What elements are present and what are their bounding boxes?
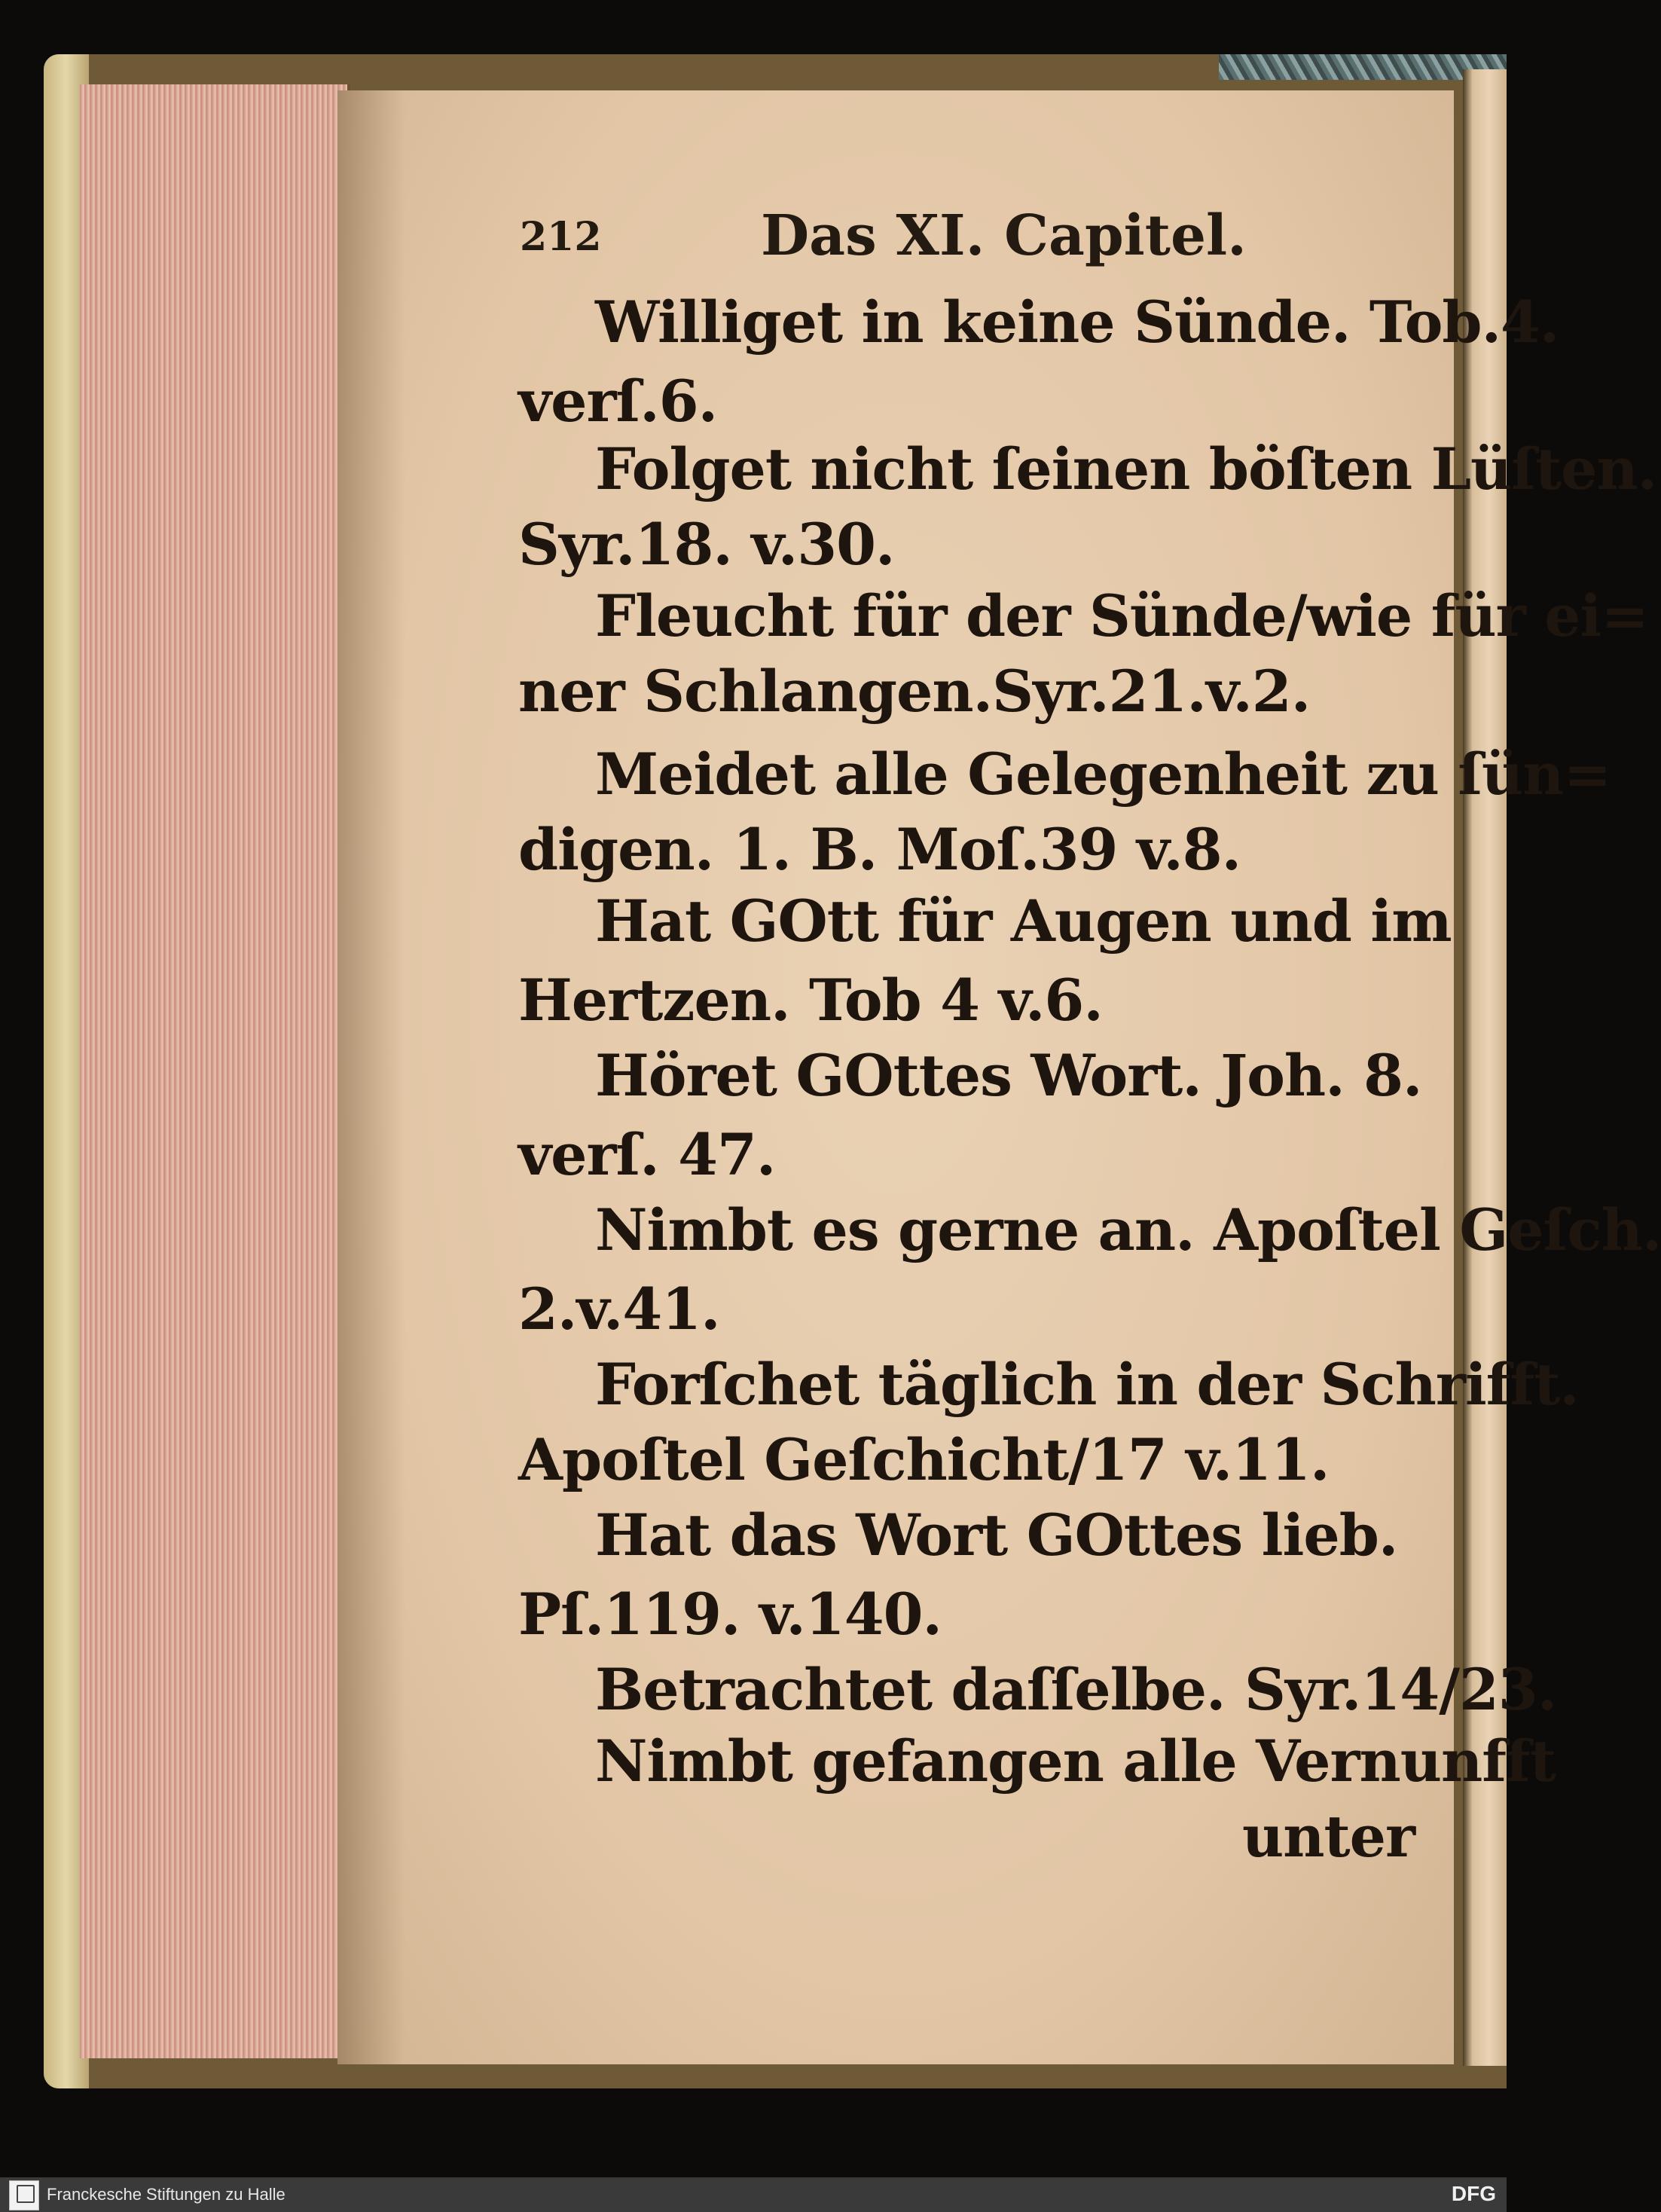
gutter-shadow: [337, 90, 405, 2064]
institution-name: Franckesche Stiftungen zu Halle: [47, 2185, 285, 2204]
text-line: Forſchet täglich in der Schrifft.: [595, 1351, 1579, 1418]
page-number: 212: [520, 214, 602, 260]
catchword: unter: [1241, 1803, 1415, 1870]
text-line: Apoſtel Geſchicht/17 v.11.: [518, 1426, 1330, 1493]
text-line: Hat GOtt für Augen und im: [595, 888, 1452, 955]
text-line: Pſ.119. v.140.: [518, 1581, 942, 1648]
running-title: Das XI. Capitel.: [761, 203, 1247, 268]
text-line: Folget nicht ſeinen böſten Lüſten.: [595, 435, 1657, 503]
text-line: ner Schlangen.Syr.21.v.2.: [518, 658, 1311, 725]
text-line: Syr.18. v.30.: [518, 511, 895, 578]
text-line: Nimbt gefangen alle Vernunfft: [595, 1728, 1556, 1795]
page-edges: [80, 84, 350, 2058]
text-line: Höret GOttes Wort. Joh. 8.: [595, 1042, 1422, 1109]
institution-logo-icon: [9, 2180, 39, 2210]
text-line: digen. 1. B. Moſ.39 v.8.: [518, 816, 1241, 883]
text-line: Hertzen. Tob 4 v.6.: [518, 967, 1103, 1034]
text-line: verſ. 47.: [518, 1121, 776, 1188]
text-line: Betrachtet daſſelbe. Syr.14/23.: [595, 1656, 1557, 1723]
text-line: Hat das Wort GOttes lieb.: [595, 1502, 1398, 1569]
viewer-footer: [0, 2177, 1507, 2212]
text-line: Nimbt es gerne an. Apoſtel Geſch.: [595, 1196, 1661, 1263]
dfg-logo: DFG: [1451, 2182, 1496, 2205]
text-line: Meidet alle Gelegenheit zu ſün=: [595, 741, 1611, 808]
text-line: 2.v.41.: [518, 1276, 720, 1343]
text-line: Fleucht für der Sünde/wie für ei=: [595, 582, 1649, 649]
text-line: Williget in keine Sünde. Tob.4.: [595, 289, 1559, 356]
text-line: verſ.6.: [518, 368, 718, 435]
